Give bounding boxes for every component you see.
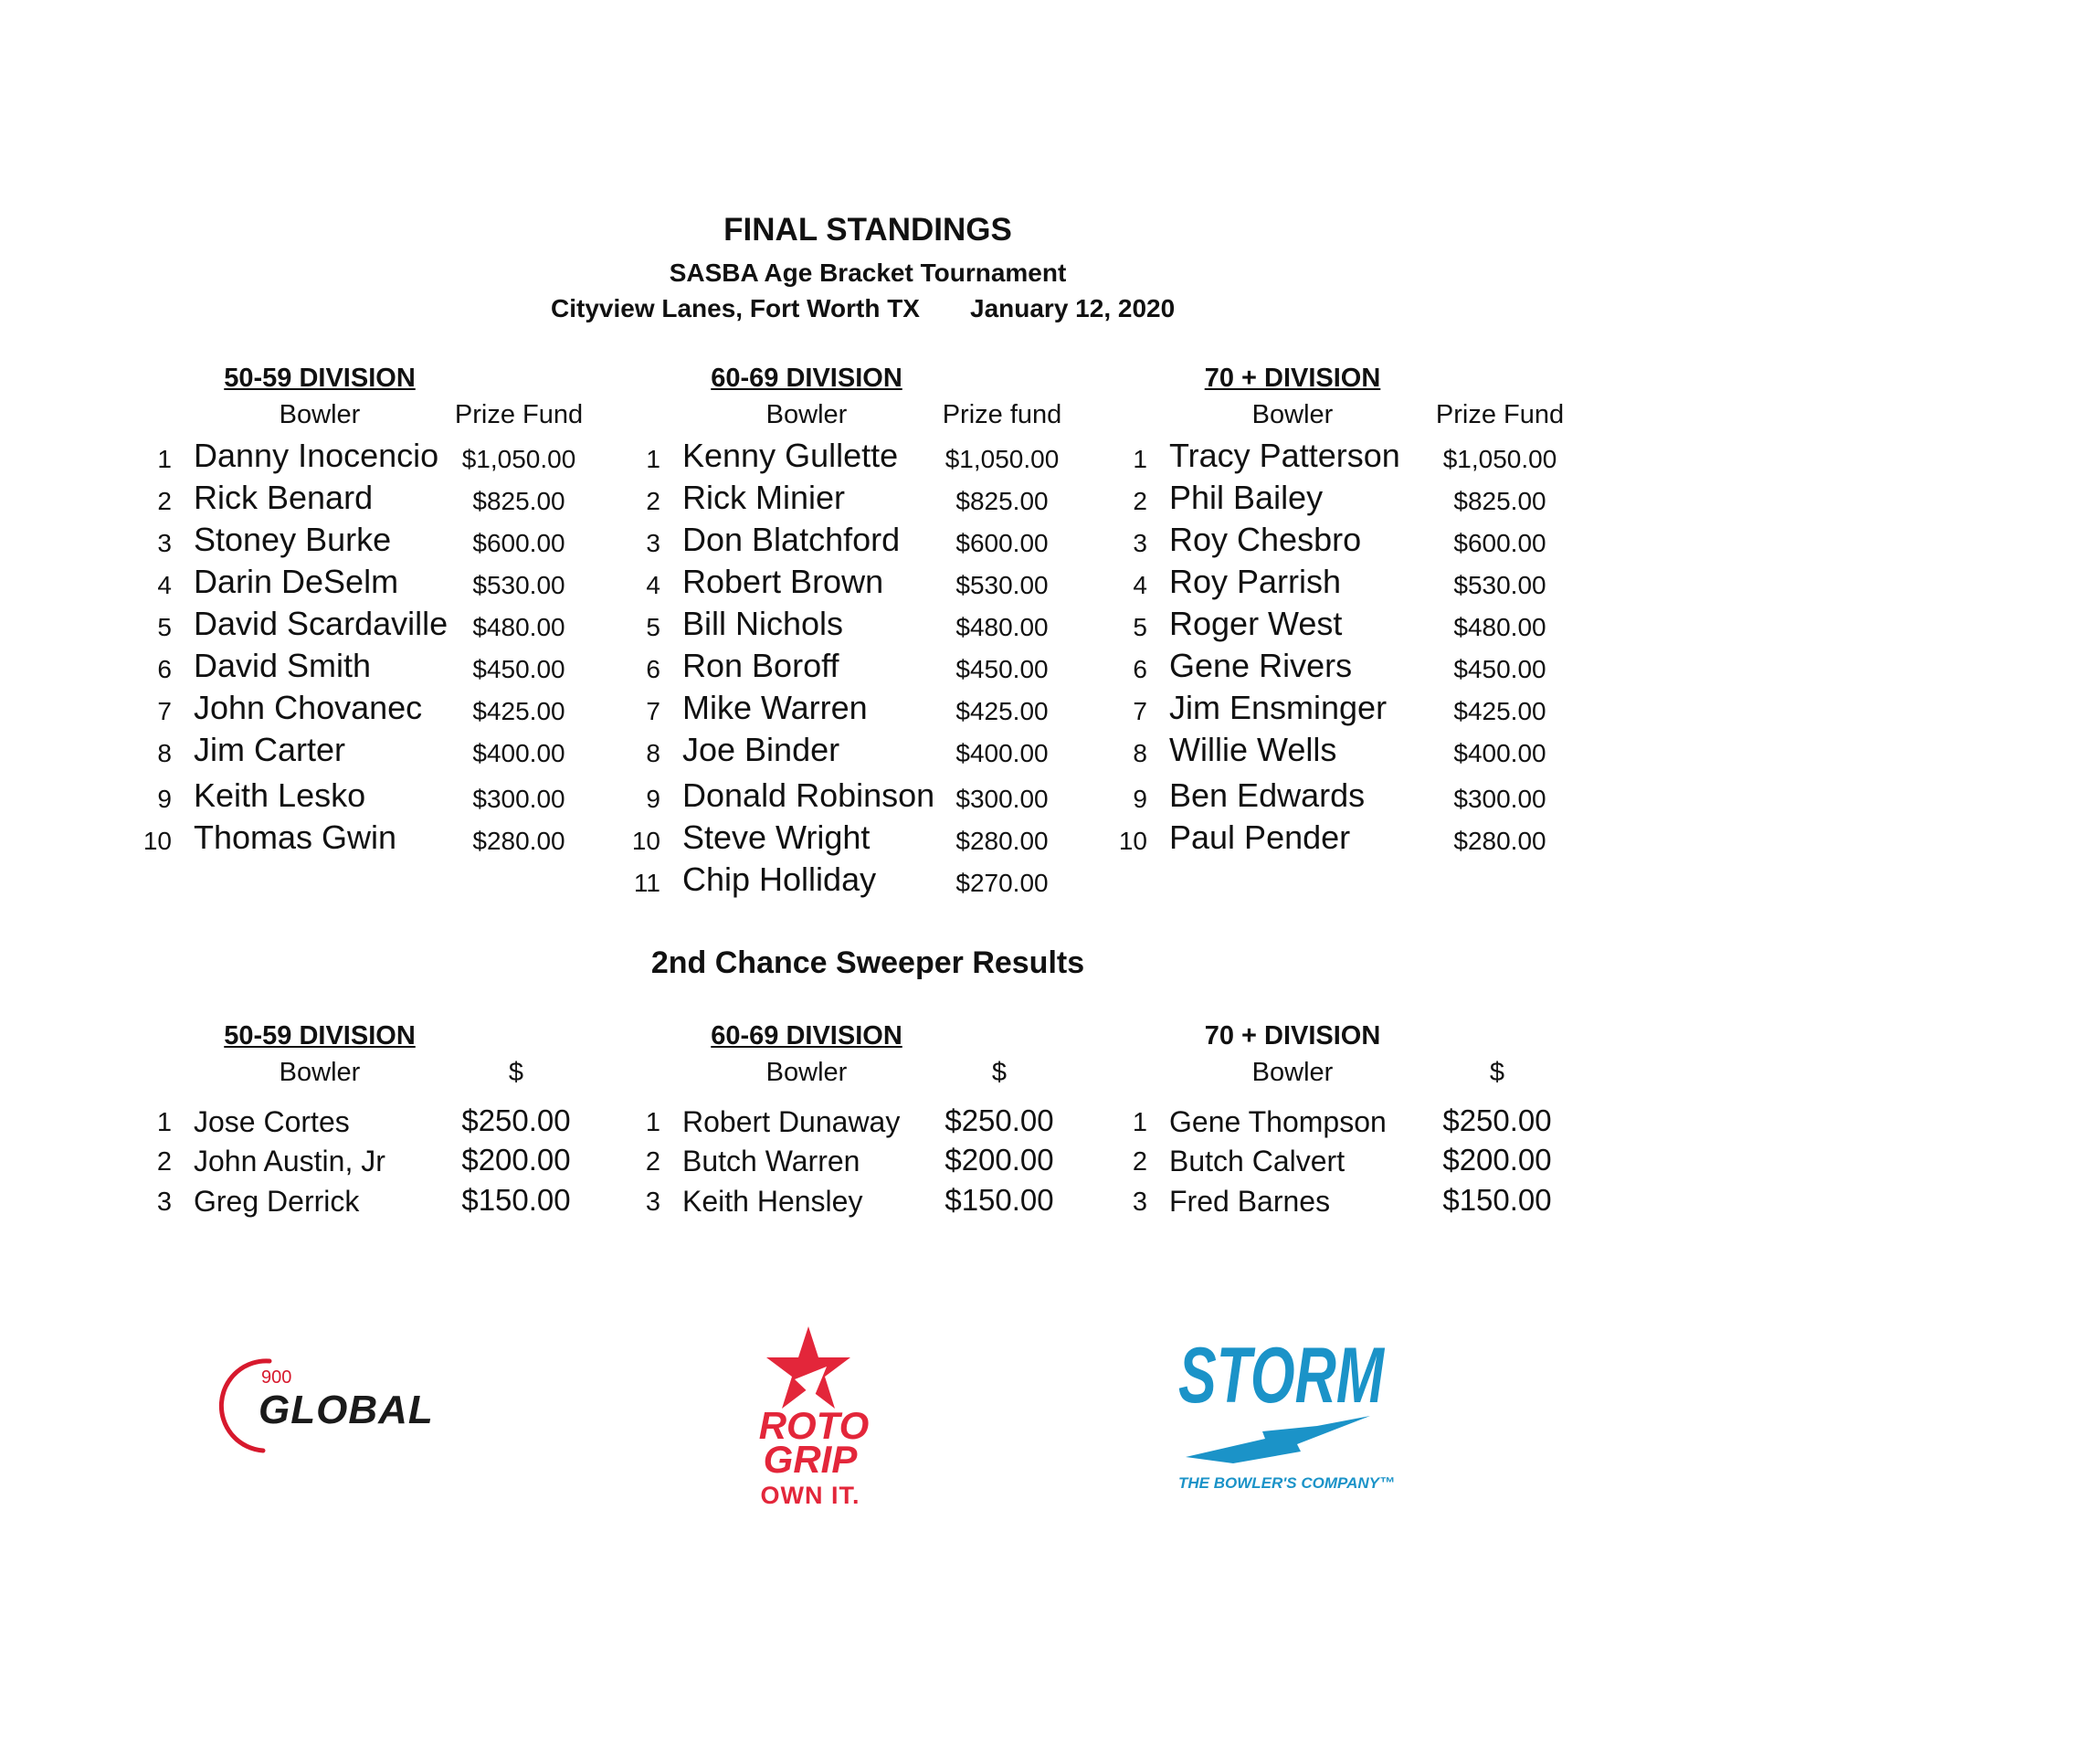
bowler-name: Tracy Patterson bbox=[1169, 437, 1400, 474]
sweeper-division-title: 50-59 DIVISION bbox=[224, 1021, 416, 1050]
bowler-name: Keith Hensley bbox=[682, 1185, 863, 1218]
rank-number: 3 bbox=[1133, 529, 1147, 557]
bowler-name: Stoney Burke bbox=[194, 521, 392, 558]
prize-amount: $250.00 bbox=[1442, 1103, 1552, 1137]
bowler-name: Willie Wells bbox=[1169, 731, 1337, 768]
bowler-name: Keith Lesko bbox=[194, 776, 366, 814]
rank-number: 9 bbox=[1133, 785, 1147, 813]
prize-amount: $150.00 bbox=[1442, 1183, 1552, 1217]
rank-number: 3 bbox=[646, 529, 660, 557]
rank-number: 2 bbox=[646, 487, 660, 515]
prize-amount: $1,050.00 bbox=[944, 445, 1060, 473]
bowler-name: Don Blatchford bbox=[682, 521, 901, 558]
prize-amount: $425.00 bbox=[955, 697, 1049, 725]
prize-amount: $200.00 bbox=[1442, 1143, 1552, 1177]
prize-amount: $425.00 bbox=[1453, 697, 1546, 725]
rank-number: 2 bbox=[156, 1147, 172, 1177]
rotogrip-logo-line2: GRIP bbox=[763, 1438, 858, 1481]
division-title: 60-69 DIVISION bbox=[711, 364, 902, 393]
prize-amount: $480.00 bbox=[472, 613, 565, 641]
prize-column-header: Prize Fund bbox=[454, 400, 584, 429]
prize-amount: $425.00 bbox=[472, 697, 565, 725]
rotogrip-logo-tagline: OWN IT. bbox=[760, 1482, 860, 1509]
prize-amount: $825.00 bbox=[472, 487, 565, 515]
rank-number: 10 bbox=[1118, 827, 1147, 855]
bowler-name: Greg Derrick bbox=[194, 1185, 360, 1218]
rank-number: 8 bbox=[1133, 739, 1147, 767]
rank-number: 6 bbox=[157, 655, 172, 683]
rank-number: 4 bbox=[157, 571, 172, 599]
global-logo bbox=[233, 1343, 461, 1471]
global-logo-number: 900 bbox=[261, 1367, 292, 1388]
amount-column-header: $ bbox=[508, 1058, 524, 1087]
division-title: 50-59 DIVISION bbox=[224, 364, 416, 393]
bowler-column-header: Bowler bbox=[765, 400, 848, 429]
bowler-name: Ron Boroff bbox=[682, 647, 839, 684]
bowler-name: Roy Parrish bbox=[1169, 563, 1342, 600]
prize-amount: $280.00 bbox=[472, 827, 565, 855]
storm-logo bbox=[1178, 1329, 1416, 1498]
prize-amount: $450.00 bbox=[1453, 655, 1546, 683]
prize-amount: $300.00 bbox=[955, 785, 1049, 813]
rank-number: 9 bbox=[646, 785, 660, 813]
rank-number: 7 bbox=[646, 697, 660, 725]
rank-number: 3 bbox=[156, 1188, 172, 1217]
storm-logo-tagline: THE BOWLER'S COMPANY™ bbox=[1178, 1474, 1396, 1492]
page-title: FINAL STANDINGS bbox=[723, 212, 1012, 248]
bowler-name: Roger West bbox=[1169, 605, 1343, 642]
rank-number: 1 bbox=[1132, 1108, 1147, 1137]
rank-number: 9 bbox=[157, 785, 172, 813]
prize-amount: $400.00 bbox=[1453, 739, 1546, 767]
rank-number: 5 bbox=[646, 613, 660, 641]
prize-amount: $400.00 bbox=[472, 739, 565, 767]
bowler-name: David Scardaville bbox=[194, 605, 448, 642]
prize-amount: $150.00 bbox=[461, 1183, 571, 1217]
bowler-name: Jose Cortes bbox=[194, 1105, 350, 1138]
rank-number: 2 bbox=[1132, 1147, 1147, 1177]
prize-amount: $270.00 bbox=[955, 869, 1049, 897]
rank-number: 3 bbox=[157, 529, 172, 557]
prize-amount: $200.00 bbox=[461, 1143, 571, 1177]
bowler-name: Donald Robinson bbox=[682, 776, 935, 814]
bowler-name: Joe Binder bbox=[682, 731, 840, 768]
bowler-name: Butch Warren bbox=[682, 1145, 860, 1177]
bowler-column-header: Bowler bbox=[279, 400, 361, 429]
bowler-column-header: Bowler bbox=[1251, 400, 1334, 429]
bowler-column-header: Bowler bbox=[765, 1058, 848, 1087]
sweeper-division-title: 60-69 DIVISION bbox=[711, 1021, 902, 1050]
prize-amount: $150.00 bbox=[944, 1183, 1054, 1217]
sweeper-title: 2nd Chance Sweeper Results bbox=[650, 945, 1085, 980]
prize-amount: $825.00 bbox=[955, 487, 1049, 515]
tournament-name: SASBA Age Bracket Tournament bbox=[669, 259, 1067, 287]
prize-amount: $1,050.00 bbox=[461, 445, 576, 473]
prize-amount: $530.00 bbox=[955, 571, 1049, 599]
bowler-name: Thomas Gwin bbox=[194, 818, 397, 856]
bowler-name: Rick Benard bbox=[194, 479, 374, 516]
bowler-name: Mike Warren bbox=[682, 689, 868, 726]
prize-column-header: Prize Fund bbox=[1435, 400, 1565, 429]
rank-number: 3 bbox=[1132, 1188, 1147, 1217]
rank-number: 10 bbox=[631, 827, 660, 855]
rank-number: 2 bbox=[645, 1147, 660, 1177]
prize-amount: $280.00 bbox=[1453, 827, 1546, 855]
prize-amount: $280.00 bbox=[955, 827, 1049, 855]
rank-number: 2 bbox=[157, 487, 172, 515]
bowler-name: Robert Dunaway bbox=[682, 1105, 901, 1138]
prize-column-header: Prize fund bbox=[942, 400, 1062, 429]
rank-number: 7 bbox=[157, 697, 172, 725]
rank-number: 4 bbox=[646, 571, 660, 599]
bowler-name: Steve Wright bbox=[682, 818, 871, 856]
rank-number: 4 bbox=[1133, 571, 1147, 599]
sweeper-division-title: 70 + DIVISION bbox=[1204, 1021, 1381, 1050]
rank-number: 8 bbox=[157, 739, 172, 767]
bowler-name: David Smith bbox=[194, 647, 372, 684]
prize-amount: $530.00 bbox=[1453, 571, 1546, 599]
rank-number: 8 bbox=[646, 739, 660, 767]
tournament-location: Cityview Lanes, Fort Worth TX bbox=[551, 294, 920, 322]
bowler-name: Paul Pender bbox=[1169, 818, 1351, 856]
tournament-date: January 12, 2020 bbox=[970, 294, 1176, 322]
bowler-name: Bill Nichols bbox=[682, 605, 844, 642]
bowler-name: Phil Bailey bbox=[1169, 479, 1324, 516]
storm-logo-name: STORM bbox=[1178, 1332, 1386, 1420]
rank-number: 10 bbox=[142, 827, 172, 855]
bowler-name: Rick Minier bbox=[682, 479, 846, 516]
division-title: 70 + DIVISION bbox=[1204, 364, 1381, 393]
prize-amount: $480.00 bbox=[955, 613, 1049, 641]
bowler-name: Robert Brown bbox=[682, 563, 884, 600]
bowler-name: Darin DeSelm bbox=[194, 563, 399, 600]
prize-amount: $450.00 bbox=[472, 655, 565, 683]
bowler-column-header: Bowler bbox=[279, 1058, 361, 1087]
amount-column-header: $ bbox=[991, 1058, 1008, 1087]
rank-number: 1 bbox=[645, 1108, 660, 1137]
rank-number: 1 bbox=[157, 445, 172, 473]
prize-amount: $1,050.00 bbox=[1442, 445, 1557, 473]
bowler-name: Jim Ensminger bbox=[1169, 689, 1388, 726]
bowler-name: John Austin, Jr bbox=[194, 1145, 385, 1177]
rank-number: 1 bbox=[1133, 445, 1147, 473]
bowler-name: Ben Edwards bbox=[1169, 776, 1366, 814]
rank-number: 6 bbox=[646, 655, 660, 683]
prize-amount: $600.00 bbox=[1453, 529, 1546, 557]
rank-number: 1 bbox=[156, 1108, 172, 1137]
rank-number: 1 bbox=[646, 445, 660, 473]
amount-column-header: $ bbox=[1489, 1058, 1505, 1087]
bowler-name: John Chovanec bbox=[194, 689, 423, 726]
bowler-name: Kenny Gullette bbox=[682, 437, 899, 474]
prize-amount: $250.00 bbox=[461, 1103, 571, 1137]
bowler-name: Fred Barnes bbox=[1169, 1185, 1331, 1218]
bowler-name: Danny Inocencio bbox=[194, 437, 439, 474]
prize-amount: $600.00 bbox=[955, 529, 1049, 557]
lightning-bolt-icon bbox=[1186, 1416, 1370, 1463]
prize-amount: $400.00 bbox=[955, 739, 1049, 767]
prize-amount: $530.00 bbox=[472, 571, 565, 599]
rank-number: 3 bbox=[645, 1188, 660, 1217]
bowler-name: Jim Carter bbox=[194, 731, 346, 768]
prize-amount: $200.00 bbox=[944, 1143, 1054, 1177]
bowler-name: Chip Holliday bbox=[682, 860, 877, 898]
rank-number: 11 bbox=[633, 869, 660, 897]
rotogrip-logo bbox=[726, 1325, 909, 1507]
bowler-name: Roy Chesbro bbox=[1169, 521, 1362, 558]
prize-amount: $600.00 bbox=[472, 529, 565, 557]
prize-amount: $450.00 bbox=[955, 655, 1049, 683]
prize-amount: $480.00 bbox=[1453, 613, 1546, 641]
prize-amount: $300.00 bbox=[1453, 785, 1546, 813]
global-logo-name: GLOBAL bbox=[259, 1388, 434, 1432]
rank-number: 5 bbox=[157, 613, 172, 641]
prize-amount: $300.00 bbox=[472, 785, 565, 813]
bowler-column-header: Bowler bbox=[1251, 1058, 1334, 1087]
rotogrip-logo-line1: ROTO bbox=[758, 1404, 870, 1447]
rank-number: 7 bbox=[1133, 697, 1147, 725]
rank-number: 5 bbox=[1133, 613, 1147, 641]
rank-number: 6 bbox=[1133, 655, 1147, 683]
prize-amount: $250.00 bbox=[944, 1103, 1054, 1137]
prize-amount: $825.00 bbox=[1453, 487, 1546, 515]
bowler-name: Gene Thompson bbox=[1169, 1105, 1387, 1138]
rank-number: 2 bbox=[1133, 487, 1147, 515]
bowler-name: Gene Rivers bbox=[1169, 647, 1353, 684]
bowler-name: Butch Calvert bbox=[1169, 1145, 1345, 1177]
